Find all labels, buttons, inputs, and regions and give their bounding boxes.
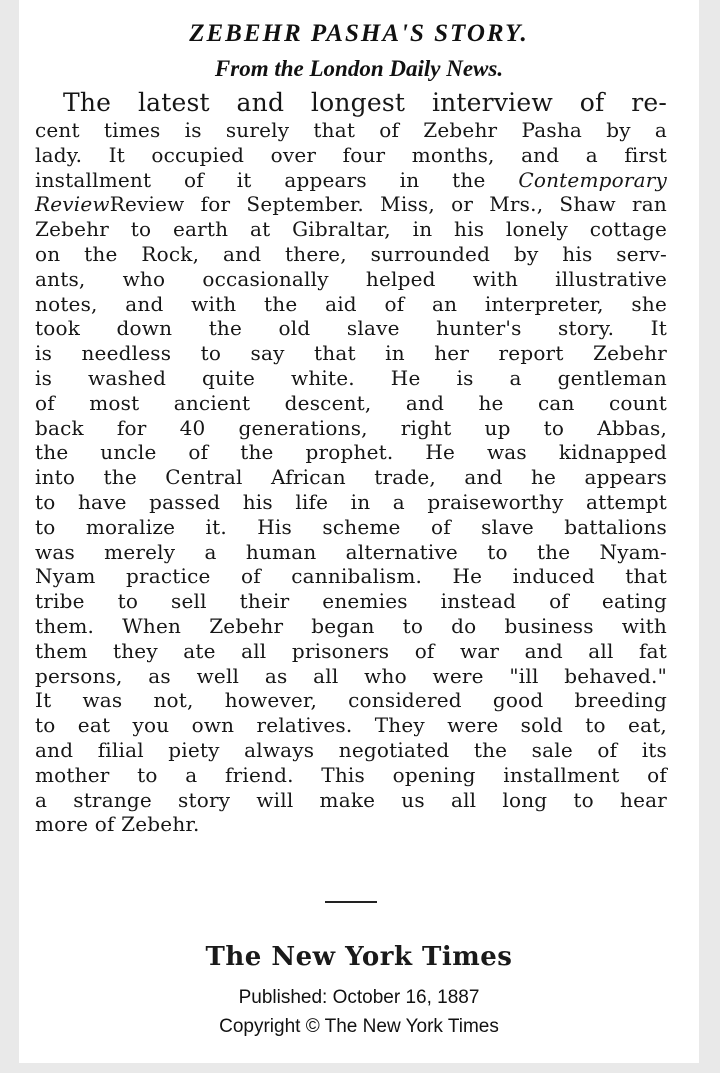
- italic-phrase: Contemporary: [518, 167, 667, 192]
- article-line: more of Zebehr.: [35, 812, 200, 837]
- article-headline: ZEBEHR PASHA'S STORY.: [189, 20, 529, 47]
- article-line: into the Central African trade, and he appears: [35, 465, 667, 490]
- italic-phrase: Review: [35, 192, 110, 217]
- article-line: mother to a friend. This opening installment of: [35, 762, 667, 787]
- article-line: is washed quite white. He is a gentleman: [35, 365, 667, 390]
- article-line: [35, 168, 667, 193]
- copyright-notice: Copyright © The New York Times: [219, 1016, 499, 1037]
- article-line: [35, 192, 667, 217]
- article-line: Zebehr to earth at Gibraltar, in his lonely cottage: [35, 217, 667, 242]
- article-line: ants, who occasionally helped with illustrative: [35, 266, 667, 291]
- article-line: them they ate all prisoners of war and all fat: [35, 638, 667, 663]
- article-body: [35, 88, 667, 837]
- end-rule: [325, 901, 377, 903]
- article-line: to moralize it. His scheme of slave battalions: [35, 514, 667, 539]
- article-line: lady. It occupied over four months, and a first: [35, 142, 667, 167]
- article-line: was merely a human alternative to the Nyam-: [35, 539, 667, 564]
- article-line-text: installment of it appears in the: [35, 167, 519, 192]
- article-line: back for 40 generations, right up to Abbas,: [35, 415, 667, 440]
- article-line: tribe to sell their enemies instead of eating: [35, 589, 667, 614]
- article-line: Nyam practice of cannibalism. He induced that: [35, 564, 667, 589]
- published-date: Published: October 16, 1887: [238, 987, 480, 1008]
- article-page: [19, 0, 699, 1063]
- article-line: cent times is surely that of Zebehr Pasha by a: [35, 118, 667, 142]
- article-line: a strange story will make us all long to hear: [35, 787, 667, 812]
- article-line: the uncle of the prophet. He was kidnapped: [35, 440, 667, 465]
- article-line: on the Rock, and there, surrounded by his serv-: [35, 241, 667, 266]
- article-line: took down the old slave hunter's story. It: [35, 316, 667, 341]
- article-line: to have passed his life in a praiseworthy attempt: [35, 489, 667, 514]
- article-line: It was not, however, considered good breeding: [35, 688, 667, 713]
- article-line: and filial piety always negotiated the sale of its: [35, 737, 667, 762]
- article-line: persons, as well as all who were "ill behaved.": [35, 663, 667, 688]
- article-line-text: Review for September. Miss, or Mrs., Shaw ran: [109, 192, 667, 217]
- article-source: From the London Daily News.: [214, 56, 504, 81]
- article-line: is needless to say that in her report Zebehr: [35, 341, 667, 366]
- article-line: of most ancient descent, and he can count: [35, 390, 667, 415]
- article-line: them. When Zebehr began to do business with: [35, 613, 667, 638]
- article-line: to eat you own relatives. They were sold to eat,: [35, 713, 667, 738]
- article-line: notes, and with the aid of an interpreter, she: [35, 291, 667, 316]
- newspaper-masthead: The New York Times: [205, 942, 513, 972]
- article-line: The latest and longest interview of re-: [63, 88, 667, 117]
